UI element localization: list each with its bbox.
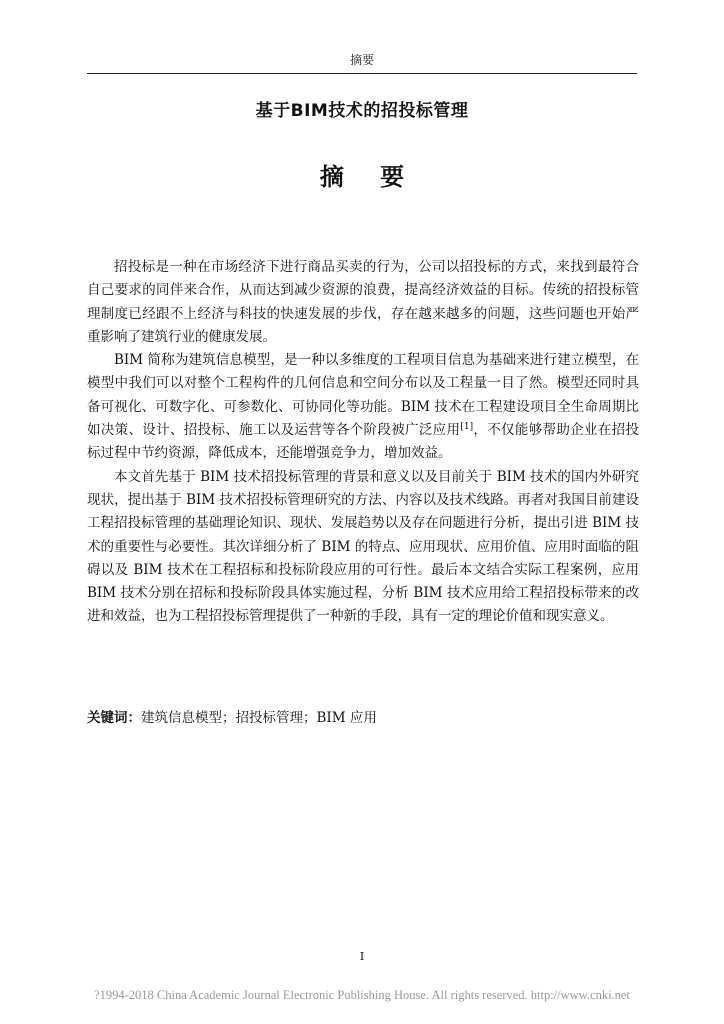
keywords-line <box>87 708 639 728</box>
paragraph-2-text: BIM 简称为建筑信息模型，是一种以多维度的工程项目信息为基础来进行建立模型，在模型中我们可以对整个工程构件的几何信息和空间分布以及工程量一目了然。模型还同时具备可视化、可数字化、可参数化、可协同化等功能。BIM 技术在工程建设项目全生命周期比如决策、设计、招投标、施工以及运营等各个阶段被广泛应用 <box>87 352 639 439</box>
keywords-label: 关键词： <box>87 710 141 726</box>
paragraph-2-text-continued: ，不仅能够帮助企业在招投标过程中节约资源，降低成本，还能增强竞争力，增加效益。 <box>87 422 640 462</box>
thesis-title: 基于BIM技术的招投标管理 <box>255 101 469 121</box>
abstract-paragraph-1: 招投标是一种在市场经济下进行商品买卖的行为，公司以招投标的方式，来找到最符合自己要求的同伴来合作，从而达到减少资源的浪费，提高经济效益的目标。传统的招投标管理制度已经跟不上经济与科技的快速发展的步伐，存在越来越多的问题，这些问题也开始严重影响了建筑行业的健康发展。 <box>87 259 639 345</box>
abstract-paragraph-3: 本文首先基于 BIM 技术招投标管理的背景和意义以及目前关于 BIM 技术的国内外研究现状，提出基于 BIM 技术招投标管理研究的方法、内容以及技术线路。再者对我国目前建设工程招投标管理的基础理论知识、现状、发展趋势以及存在问题进行分析，提出引进 BIM 技术的重要性与必要性。其次详细分析了 BIM 的特点、应用现状、应用价值、应用时面临的阻碍以及 BIM 技术在工程招标和投标阶段应用的可行性。最后本文结合实际工程案例，应用 BIM 技术分别在招标和投标阶段具体实施过程，分析 BIM 技术应用给工程招投标带来的改进和效益，也为工程招投标管理提供了一种新的手段，具有一定的理论价值和现实意义。 <box>87 468 639 625</box>
citation-reference: [1] <box>460 422 474 433</box>
abstract-body <box>87 256 639 629</box>
running-header: 摘要 <box>349 53 374 67</box>
abstract-heading: 摘 要 <box>319 163 419 191</box>
header-rule <box>87 73 637 74</box>
page-number: I <box>359 950 365 963</box>
abstract-paragraph-2 <box>87 349 639 465</box>
copyright-footer: ?1994-2018 China Academic Journal Electronic Publishing House. All rights reserved. http://www.cnki.net <box>94 988 630 1002</box>
keywords-list: 建筑信息模型；招投标管理；BIM 应用 <box>141 710 377 726</box>
